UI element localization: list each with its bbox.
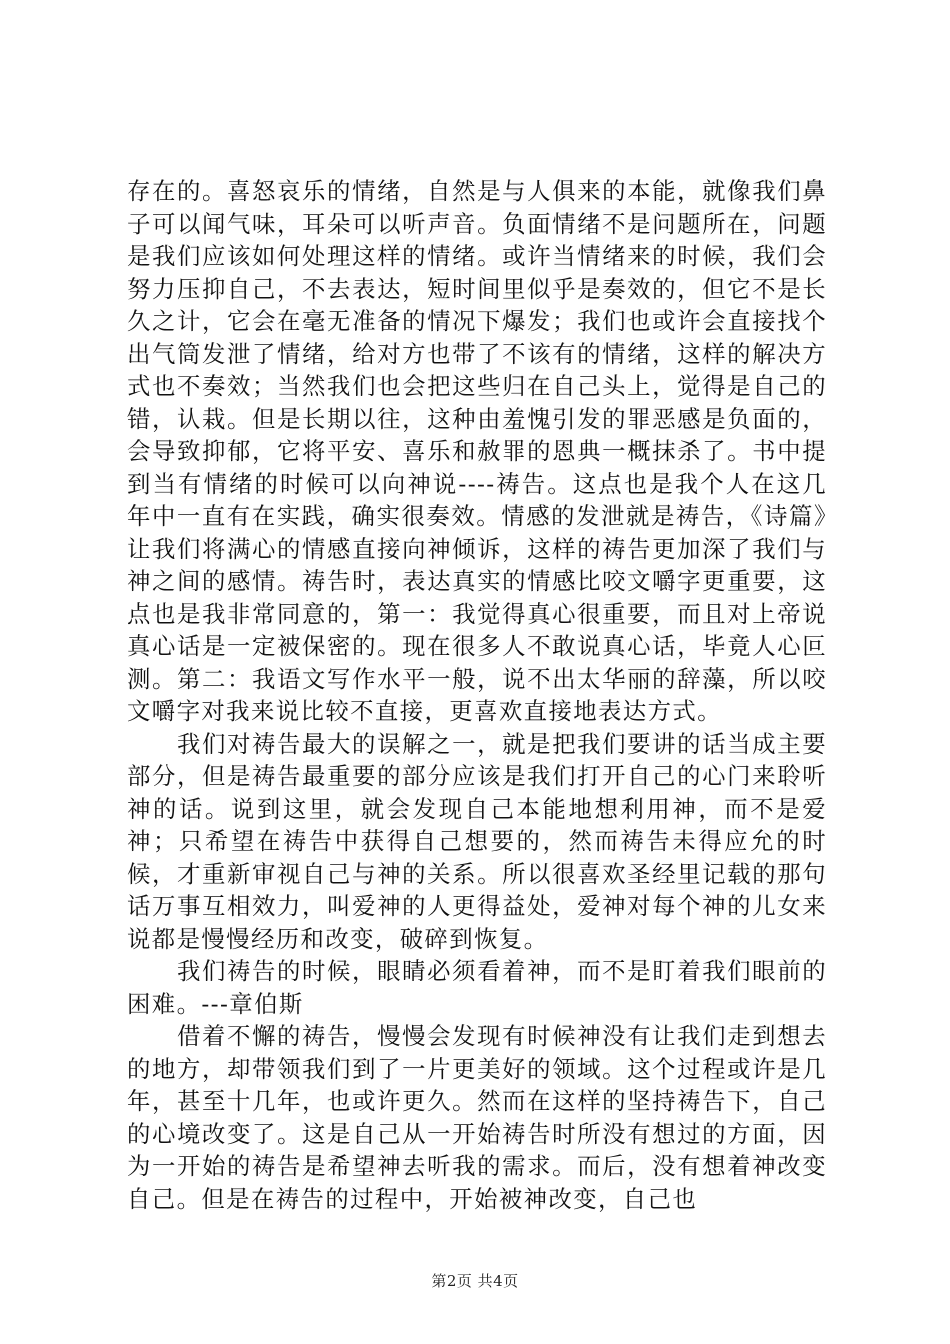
- paragraph-quote: 我们祷告的时候，眼睛必须看着神，而不是盯着我们眼前的困难。---章伯斯: [127, 957, 827, 1018]
- page-number-footer: 第2页 共4页: [431, 1272, 519, 1290]
- paragraph-prayer-misunderstanding: 我们对祷告最大的误解之一，就是把我们要讲的话当成主要部分，但是祷告最重要的部分应该是我们打开自己的心门来聆听神的话。说到这里，就会发现自己本能地想利用神，而不是爱神；只希望在祷告中获得自己想要的，然而祷告未得应允的时候，才重新审视自己与神的关系。所以很喜欢圣经里记载的那句话万事互相效力，叫爱神的人更得益处，爱神对每个神的儿女来说都是慢慢经历和改变，破碎到恢复。: [127, 729, 827, 953]
- paragraph-continuation: 存在的。喜怒哀乐的情绪，自然是与人俱来的本能，就像我们鼻子可以闻气味，耳朵可以听声音。负面情绪不是问题所在，问题是我们应该如何处理这样的情绪。或许当情绪来的时候，我们会努力压抑自己，不去表达，短时间里似乎是奏效的，但它不是长久之计，它会在毫无准备的情况下爆发；我们也或许会直接找个出气筒发泄了情绪，给对方也带了不该有的情绪，这样的解决方式也不奏效；当然我们也会把这些归在自己头上，觉得是自己的错，认栽。但是长期以往，这种由羞愧引发的罪恶感是负面的，会导致抑郁，它将平安、喜乐和赦罪的恩典一概抹杀了。书中提到当有情绪的时候可以向神说----祷告。这点也是我个人在这几年中一直有在实践，确实很奏效。情感的发泄就是祷告，《诗篇》让我们将满心的情感直接向神倾诉，这样的祷告更加深了我们与神之间的感情。祷告时，表达真实的情感比咬文嚼字更重要，这点也是我非常同意的，第一：我觉得真心很重要，而且对上帝说真心话是一定被保密的。现在很多人不敢说真心话，毕竟人心叵测。第二：我语文写作水平一般，说不出太华丽的辞藻，所以咬文嚼字对我来说比较不直接，更喜欢直接地表达方式。: [127, 177, 827, 725]
- paragraph-persistent-prayer: 借着不懈的祷告，慢慢会发现有时候神没有让我们走到想去的地方，却带领我们到了一片更美好的领域。这个过程或许是几年，甚至十几年，也或许更久。然而在这样的坚持祷告下，自己的心境改变了。这是自己从一开始祷告时所没有想过的方面，因为一开始的祷告是希望神去听我的需求。而后，没有想着神改变自己。但是在祷告的过程中，开始被神改变，自己也: [127, 1022, 827, 1213]
- document-body: [127, 175, 827, 1215]
